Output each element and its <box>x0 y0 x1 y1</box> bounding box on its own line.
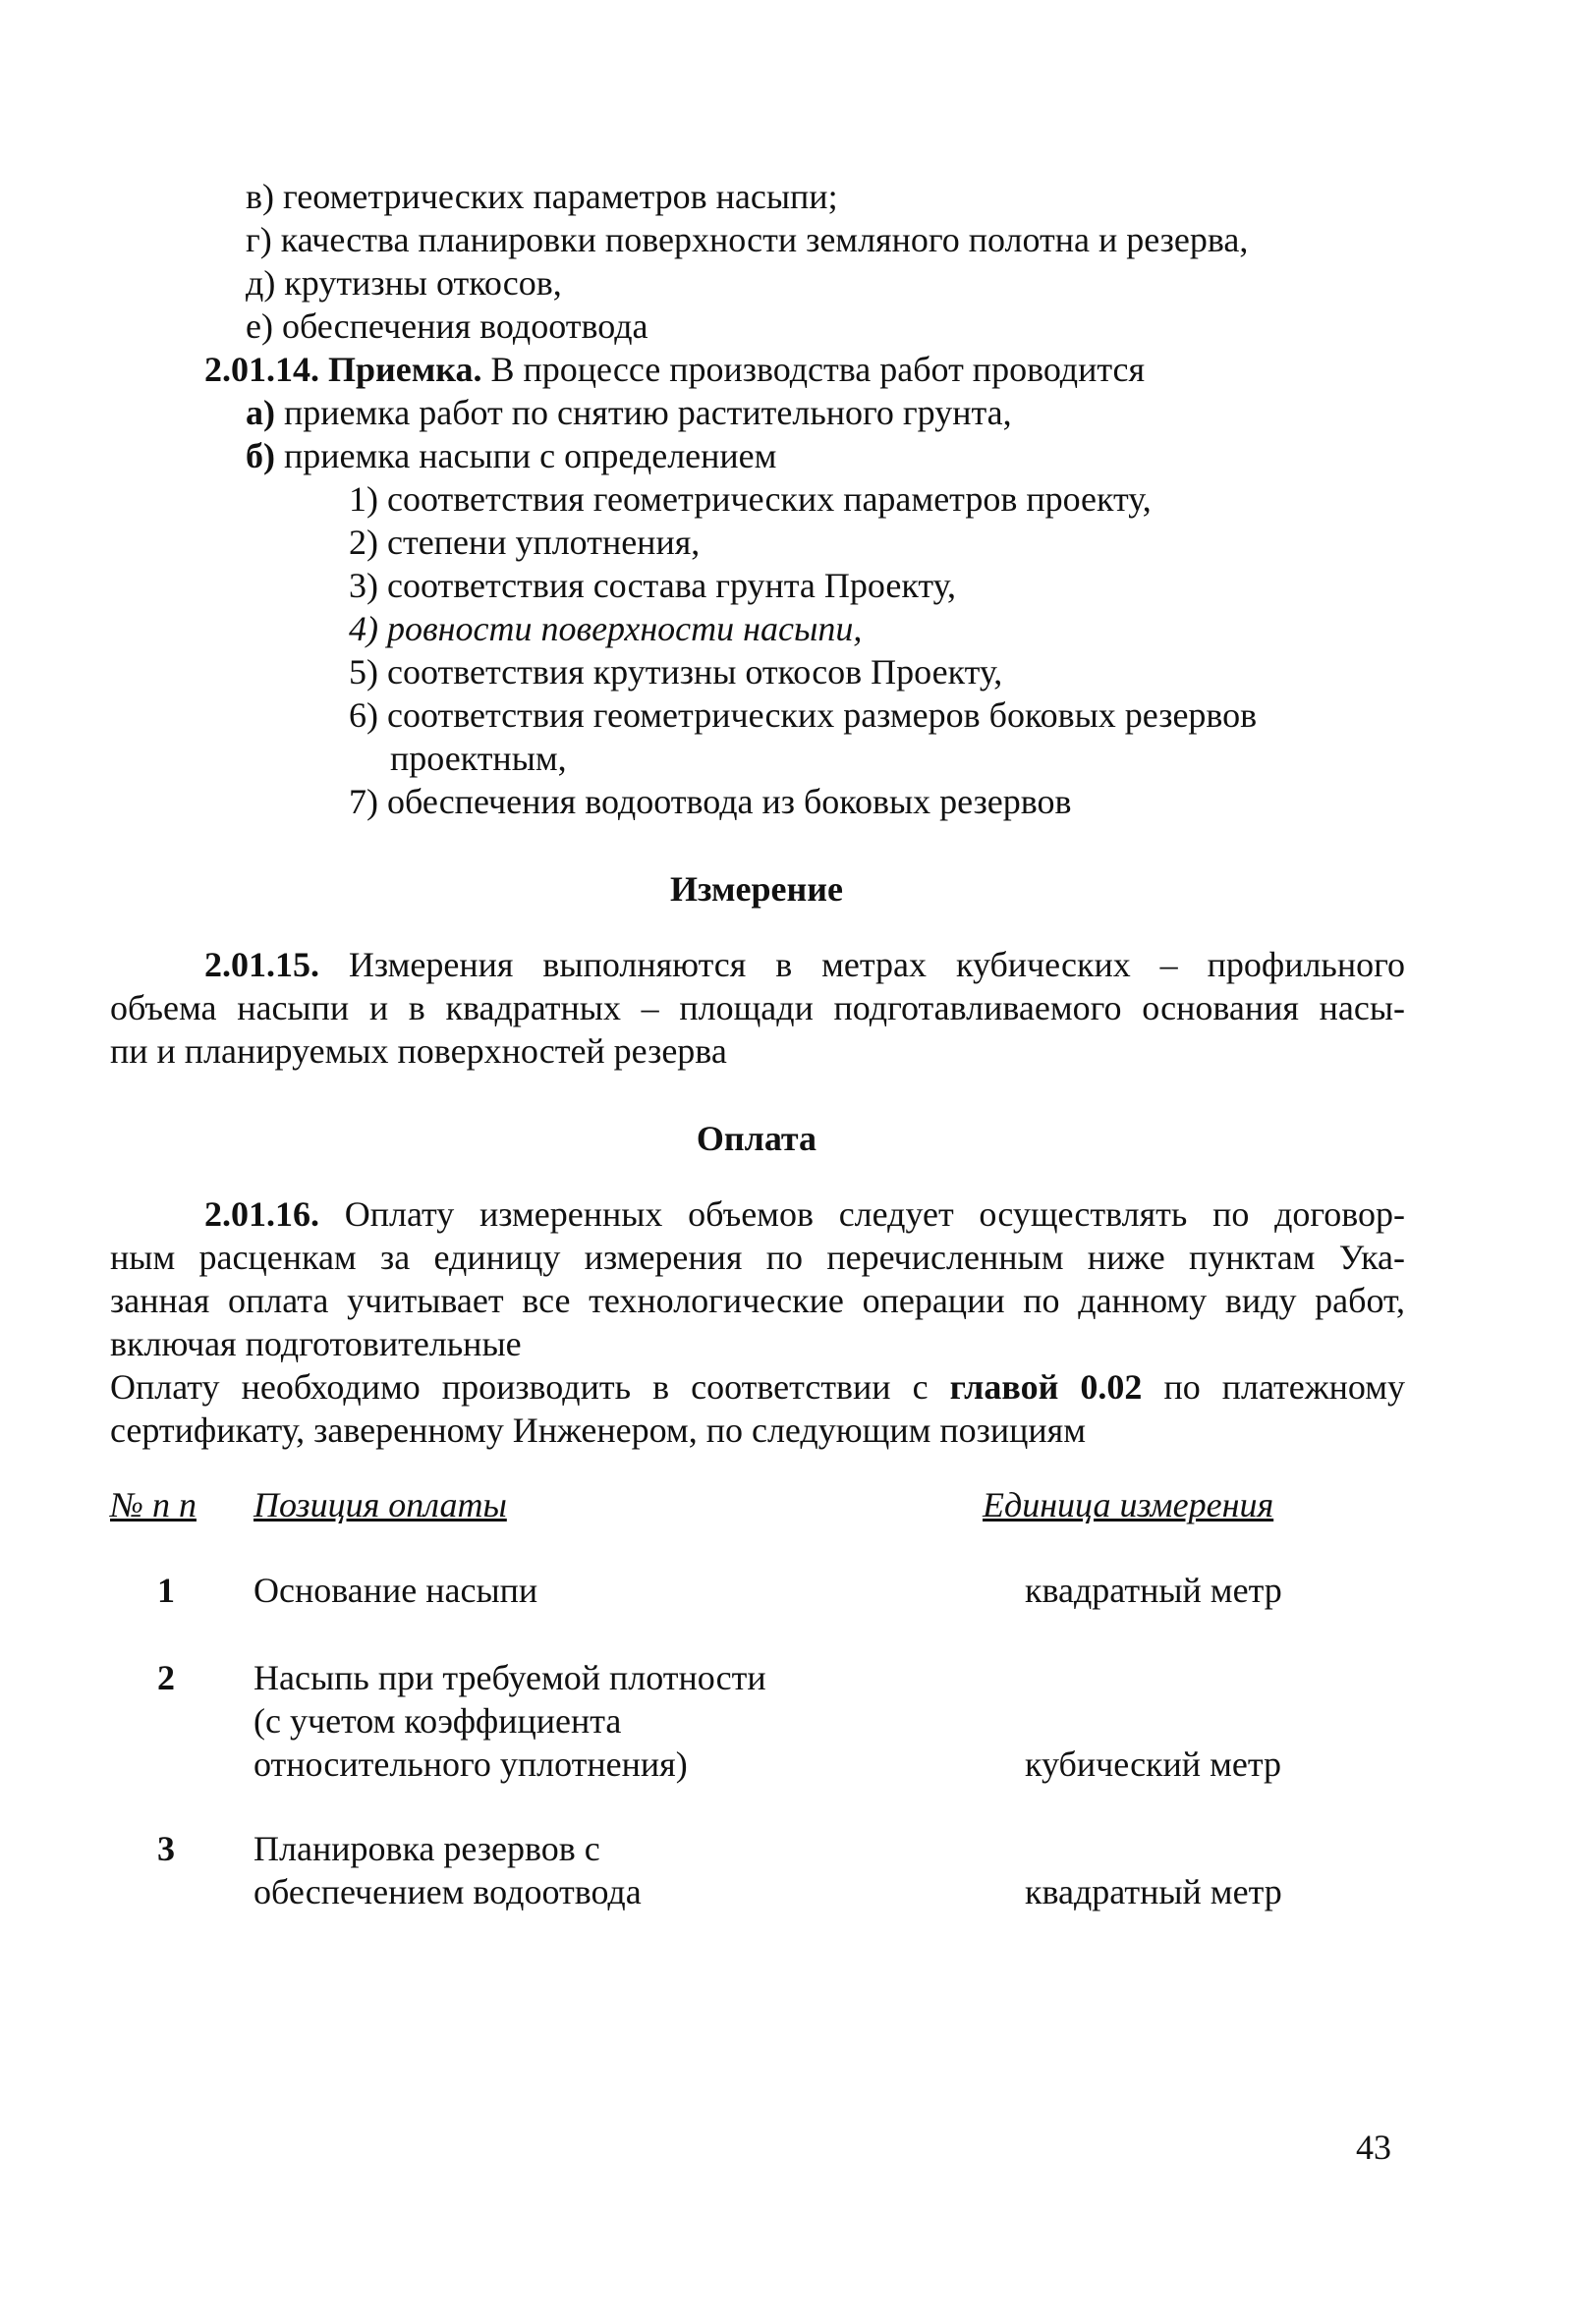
list-item-v: в) геометрических параметров насыпи; <box>246 177 838 216</box>
table-row-2-unit: кубический метр <box>1025 1744 1281 1784</box>
section-title: Приемка. <box>328 350 482 389</box>
sub-item-4: 4) ровности поверхности насыпи, <box>349 609 863 648</box>
table-row-2-number: 2 <box>157 1658 175 1697</box>
list-item-a <box>246 391 1012 434</box>
table-row-2-position: Насыпь при требуемой плотности (с учетом коэффициента относительного уплотнения) <box>253 1658 766 1784</box>
table-header-unit: Единица измерения <box>983 1485 1274 1524</box>
sub-item-6-cont: проектным, <box>390 739 567 778</box>
paragraph-2-01-16-line4: включая подготовительные <box>110 1324 522 1363</box>
section-number: 2.01.16. <box>204 1194 319 1234</box>
heading-measurement: Измерение <box>670 869 843 909</box>
list-text-a: приемка работ по снятию растительного грунта, <box>275 393 1012 432</box>
list-item-b <box>246 434 776 477</box>
paragraph-2-01-16-line1: 2.01.16. Оплату измеренных объемов следует осуществлять по договор- <box>204 1194 1405 1234</box>
sub-item-1: 1) соответствия геометрических параметров проекту, <box>349 479 1152 519</box>
sub-item-3: 3) соответствия состава грунта Проекту, <box>349 566 956 605</box>
paragraph-2-01-16-line2: ным расценкам за единицу измерения по перечисленным ниже пунктам Ука- <box>110 1238 1405 1277</box>
section-number: 2.01.15. <box>204 945 319 984</box>
sub-item-7: 7) обеспечения водоотвода из боковых резервов <box>349 782 1072 821</box>
section-text: В процессе производства работ проводится <box>481 350 1146 389</box>
section-number: 2.01.14. <box>204 350 319 389</box>
page-number: 43 <box>1356 2128 1391 2167</box>
sub-item-6: 6) соответствия геометрических размеров боковых резервов <box>349 695 1258 735</box>
list-marker-a: а) <box>246 393 275 432</box>
heading-payment: Оплата <box>696 1119 817 1158</box>
paragraph-2-01-16-line3: занная оплата учитывает все технологические операции по данному виду работ, <box>110 1281 1405 1320</box>
table-header-position: Позиция оплаты <box>253 1485 507 1524</box>
paragraph-2-01-16-line6: сертификату, заверенному Инженером, по следующим позициям <box>110 1411 1087 1450</box>
table-row-3-number: 3 <box>157 1829 175 1868</box>
table-row-1-position: Основание насыпи <box>253 1571 538 1610</box>
list-text-b: приемка насыпи с определением <box>275 436 777 475</box>
chapter-reference: главой 0.02 <box>949 1367 1143 1407</box>
paragraph-2-01-15-line3: пи и планируемых поверхностей резерва <box>110 1031 727 1071</box>
table-row-3-position: Планировка резервов с обеспечением водоотвода <box>253 1829 642 1911</box>
section-2-01-14-heading <box>204 348 1145 391</box>
sub-item-5: 5) соответствия крутизны откосов Проекту, <box>349 652 1003 692</box>
table-row-3-unit: квадратный метр <box>1025 1872 1282 1911</box>
paragraph-2-01-16-line5: Оплату необходимо производить в соответствии с главой 0.02 по платежному <box>110 1367 1405 1407</box>
paragraph-2-01-15-line2: объема насыпи и в квадратных – площади подготавливаемого основания насы- <box>110 988 1405 1027</box>
list-item-e: е) обеспечения водоотвода <box>246 306 648 346</box>
table-header-number: № п п <box>110 1485 197 1524</box>
list-marker-b: б) <box>246 436 275 475</box>
list-item-d: д) крутизны откосов, <box>246 263 562 303</box>
table-row-1-number: 1 <box>157 1571 175 1610</box>
sub-item-2: 2) степени уплотнения, <box>349 523 701 562</box>
paragraph-2-01-15-line1: 2.01.15. Измерения выполняются в метрах кубических – профильного <box>204 945 1405 984</box>
list-item-g: г) качества планировки поверхности земляного полотна и резерва, <box>246 220 1249 259</box>
table-row-1-unit: квадратный метр <box>1025 1571 1282 1610</box>
